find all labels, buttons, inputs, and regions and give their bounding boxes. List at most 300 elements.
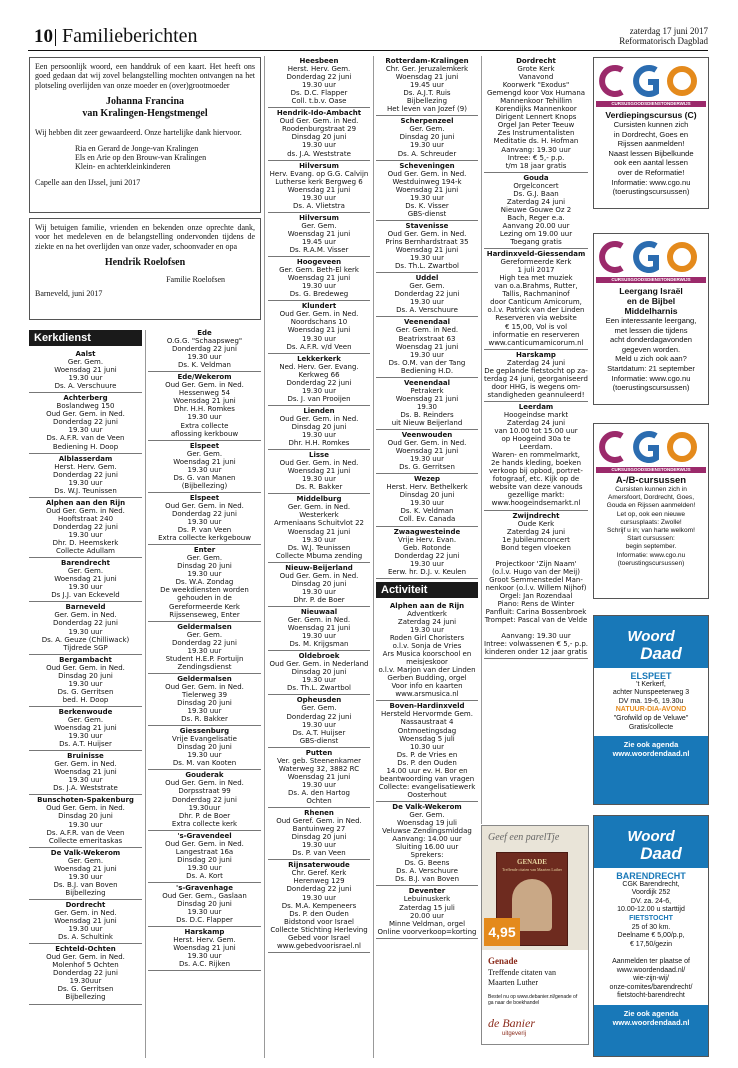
listing-line: Oud Ger. Gem., Gaslaan: [162, 892, 247, 901]
ad-line: Gouda en Rijssen aanmelden!: [606, 502, 696, 510]
listing-line: Ger. Gem. in Ned.: [287, 616, 351, 624]
listing-place: Leerdam: [518, 402, 554, 411]
listing-line: Oud Ger. Gem. in Ned.: [46, 410, 125, 419]
kerkdienst-section: [29, 330, 142, 1005]
listing-line: Langestraat 16a: [175, 847, 234, 856]
listing-line: Woensdag 21 juni: [173, 457, 236, 466]
ad-line: Amersfoort, Dordrecht, Goes,: [607, 494, 695, 502]
listing-line: Intree: € 5,- p.p.: [507, 153, 565, 162]
listing-entry: [29, 900, 142, 944]
listing-line: Sluiting 16.00 uur: [395, 843, 459, 852]
ad-line: www.woordendaad.nl: [612, 1017, 690, 1027]
listing-place: Rhenen: [304, 809, 334, 818]
listing-line: Ds. W.A. Zondag: [175, 578, 234, 587]
listing-line: Ger. Gem.: [67, 856, 104, 865]
listing-line: www.arsmusica.nl: [395, 690, 459, 699]
ad-line: Meld u zich ook aan?: [615, 354, 687, 364]
listing-entry: [268, 56, 370, 108]
listing-line: Vrije Herv. Evan.: [397, 535, 457, 544]
woord-daad-ad-elspeet[interactable]: [593, 615, 709, 805]
listing-line: Ds. J. van Prooijen: [287, 394, 351, 403]
listing-line: € 15,00, Vol is vol: [504, 322, 568, 331]
ad-line: achter Nunspeeterweg 3: [612, 689, 690, 697]
listing-entry: [376, 527, 478, 579]
listing-line: Herenweg 129: [293, 877, 345, 886]
obituary-name-line2: van Kralingen-Hengstmengel: [82, 108, 208, 120]
listing-line: Woensdag 21 juni: [54, 724, 117, 733]
listing-line: Herst. Herv. Gem.: [54, 462, 117, 471]
listing-line: kinderen onder 12 jaar gratis: [484, 648, 588, 657]
ad-footer-link[interactable]: [594, 736, 708, 762]
listing-place: Nieuwaal: [300, 607, 338, 616]
listing-line: 19.30 uur: [187, 908, 222, 917]
ad-line: Cursisten kunnen zich in: [615, 486, 687, 493]
listing-line: www.hoogeindsemarkt.nl: [491, 499, 581, 508]
listing-place: Ede: [197, 329, 212, 337]
listing-place: Hardinxveld-Giessendam: [486, 250, 586, 259]
listing-line: 19.30 uur: [301, 193, 336, 202]
listing-line: Woensdag 21 juni: [395, 73, 459, 82]
listing-place: Stavenisse: [405, 221, 449, 230]
listing-line: Dinsdag 20 juni: [177, 900, 232, 909]
listing-line: 19.30 uur: [68, 374, 103, 383]
ad-body: [594, 668, 708, 736]
listing-entry: [148, 674, 261, 726]
listing-place: Enter: [193, 546, 216, 555]
obituary-name-line1: Johanna Francina: [105, 96, 185, 108]
obituary-roelofsen: [29, 218, 261, 320]
listing-line: Tielerweg 39: [181, 690, 228, 699]
ad-line: DV. za. 24-6,: [630, 897, 672, 905]
listing-line: 19.30 uur: [68, 426, 103, 435]
listing-line: Woensdag 21 juni: [54, 864, 117, 873]
obituary-name: [35, 96, 255, 120]
listing-line: Donderdag 22 juni: [172, 345, 237, 354]
listing-line: Ds. Th.L. Zwartbol: [287, 684, 351, 693]
listing-line: Donderdag 22 juni: [53, 470, 118, 479]
ad-line: Schrijf u in; van harte welkom!: [607, 527, 695, 535]
listing-line: terdag 24 juni, georganiseerd: [484, 374, 588, 383]
ad-details-2: [596, 715, 706, 732]
ad-footer-link[interactable]: [594, 1005, 708, 1031]
listing-line: Collecte emeritaskas: [48, 836, 123, 845]
listing-line: Woensdag 21 juni: [395, 342, 459, 351]
listing-line: Dinsdag 20 juni: [291, 668, 347, 677]
listing-entry: [268, 161, 370, 213]
listing-place: Veenendaal: [403, 318, 451, 327]
obituary-family: Ria en Gerard de Jonge-van Kralingen Els en Arie op den Brouw-van Kralingen Klein- en achterkleinkinderen: [75, 143, 207, 172]
listing-entry: [148, 493, 261, 545]
listing-line: Petrakerk: [410, 386, 444, 395]
listing-line: Ds. P. van Veen: [177, 526, 232, 535]
listing-line: Donderdag 22 juni: [53, 418, 118, 427]
listing-line: Ds. D.C. Flapper: [290, 89, 348, 98]
listing-line: Ds. A. Vlietstra: [293, 201, 345, 210]
ad-line: met lessen die tijdens: [614, 325, 688, 335]
listing-line: Bantuinweg 27: [292, 825, 346, 834]
listing-line: Piano: Rens de Winter: [497, 600, 575, 609]
listing-place: Rotterdam-Kralingen: [385, 57, 469, 65]
listing-line: aflossing kerkbouw: [170, 429, 239, 438]
listing-place: Rijnsaterwoude: [288, 861, 350, 870]
listing-place: Oldebroek: [298, 652, 340, 661]
listing-line: Ned. Herv. Ger. Evang.: [279, 362, 359, 371]
listing-place: 's-Gravenhage: [176, 884, 233, 892]
listing-line: Donderdag 22 juni: [286, 73, 352, 82]
listing-line: Herv. Evang. op G.G. Calvijn: [269, 169, 369, 178]
activiteit-column-1: [376, 601, 478, 939]
listing-place: Klundert: [301, 302, 337, 311]
listing-line: 19.30 uur: [68, 530, 103, 539]
listing-line: door HHG, is wegens om-: [491, 382, 581, 391]
listing-line: Lezing om 19.00 uur: [499, 229, 573, 238]
listing-line: 19.30 uur: [301, 841, 336, 850]
listing-place: Achterberg: [63, 394, 108, 403]
listing-line: Woensdag 21 juni: [395, 246, 459, 255]
woord-daad-ad-barendrecht[interactable]: [593, 815, 709, 1057]
listing-line: Zaterdag 24 juni: [397, 617, 457, 626]
listing-line: Adventkerk: [407, 609, 447, 618]
logo-daad: Daad: [640, 844, 682, 863]
listing-place: Bruinisse: [67, 752, 104, 761]
listing-place: Echteld-Ochten: [55, 945, 116, 954]
listing-line: 19.30: [416, 402, 438, 411]
listing-line: Collecte Stichting Herleving: [270, 925, 368, 934]
listing-line: Ger. Gem.: [67, 358, 104, 367]
listing-line: Meditatie ds. H. Hofman: [493, 137, 579, 146]
listing-line: Ds. A.C. Rijken: [178, 960, 231, 969]
listing-line: Dinsdag 20 juni: [291, 133, 347, 142]
listing-entry: [484, 249, 588, 350]
listing-line: Ds. A. Schultink: [58, 933, 113, 942]
listing-line: Oud Ger. Gem. in Ned.: [46, 506, 125, 515]
listing-line: Woensdag 21 juni: [173, 944, 236, 953]
listing-line: Oud Ger. Gem. in Ned.: [387, 169, 467, 178]
listing-place: Zwaagwesteinde: [393, 527, 461, 536]
book-title: Genade: [488, 956, 518, 966]
ad-line: ook een aantal lessen: [614, 158, 688, 168]
listing-line: Extra collecte kerk: [171, 819, 238, 828]
listing-line: Ger. Gem.: [409, 810, 445, 819]
listing-line: Oud Ger. Gem. in Ned.: [279, 459, 359, 468]
listing-line: High tea met muziek: [499, 274, 573, 283]
obituary-intro: Wij betuigen familie, vrienden en bekenden onze oprechte dank, voor het medeleven en de belangstelling ondervonden tijdens de ziekte en na het overlijden van onze vader, schoonvader en opa: [35, 223, 255, 251]
listing-entry: [268, 808, 370, 860]
listing-line: Dinsdag 20 juni: [58, 671, 113, 680]
listing-line: Ds. B.J. van Boven: [394, 875, 460, 884]
listing-line: Ger. Gem.: [67, 567, 104, 576]
listing-line: Zaterdag 24 juni: [506, 419, 566, 428]
listing-line: Orgelconcert: [513, 181, 559, 190]
listing-line: Ds. M. van Kooten: [172, 759, 237, 768]
listing-place: Bunschoten-Spakenburg: [37, 796, 134, 805]
listing-entry: [29, 848, 142, 900]
obituary-place-date: Barneveld, juni 2017: [35, 288, 103, 298]
ad-highlight: FIETSTOCHT: [629, 914, 673, 922]
listing-entry: [376, 474, 478, 526]
listing-line: Ds. A.F.R. v/d Veen: [286, 342, 352, 351]
ad-line: Zie ook agenda: [623, 1008, 679, 1018]
listing-line: 19.30 uur: [409, 625, 444, 634]
listing-line: Woensdag 21 juni: [287, 624, 351, 633]
listing-place: Putten: [305, 748, 333, 757]
publisher-sub: uitgeverij: [502, 1031, 527, 1037]
ad-details-2: [596, 924, 706, 1001]
listing-entry: [268, 301, 370, 353]
listing-place: Lienden: [303, 406, 335, 415]
listing-line: Oud Ger. Gem. in Nederland: [269, 660, 369, 669]
price-badge: 4,95: [484, 918, 520, 946]
listing-line: Tallis, Rachmaninof: [502, 290, 570, 299]
listing-line: 19.30 uur: [187, 646, 222, 655]
listing-line: GBS-dienst: [407, 209, 447, 218]
obituary-thanks: Wij hebben dit zeer gewaardeerd. Onze hartelijke dank hiervoor.: [35, 128, 242, 138]
listing-entry: [376, 802, 478, 886]
listing-entry: [268, 450, 370, 494]
listing-line: van 10.00 tot 15.00 uur: [494, 427, 578, 436]
listing-line: Westerkerk: [299, 511, 339, 520]
listing-line: Student H.E.P. Fortuijn: [165, 654, 244, 663]
listing-place: Bergambacht: [59, 655, 112, 664]
cgo-ad-verdieping[interactable]: [593, 57, 709, 209]
listing-line: Ger. Gem. in Ned.: [54, 909, 117, 917]
book-cover-title: GENADE: [517, 858, 547, 866]
listing-line: Donderdag 22 juni: [53, 522, 118, 531]
cgo-logo: [596, 240, 706, 274]
listing-line: Mannenkoor Tehillim: [500, 97, 572, 106]
listing-line: Veluwse Zendingsmiddag: [382, 827, 472, 836]
listing-place: Barendrecht: [61, 559, 110, 568]
listing-entry: [148, 328, 261, 372]
listing-line: Korendijks Mannenkoor: [495, 105, 577, 114]
listing-line: Ger. Gem.: [301, 221, 337, 230]
listing-line: Ds. P. den Ouden: [289, 909, 349, 918]
listing-line: Oud Ger. Gem. in Ned.: [165, 682, 244, 691]
listing-line: Collecte: evangelisatiewerk: [378, 782, 476, 791]
listing-line: Ds. K. Veldman: [177, 361, 231, 370]
cgo-ad-israel[interactable]: [593, 233, 709, 405]
listing-line: Bach, Reger e.a.: [507, 213, 565, 222]
listing-line: Zaterdag 15 juli: [399, 903, 455, 912]
listing-line: Ds. A.J.T. Ruis: [403, 89, 451, 98]
listing-line: Donderdag 22 juni: [286, 712, 352, 721]
obituary-kralingen: [29, 57, 261, 213]
column-rule: [264, 56, 265, 1058]
ad-details: [596, 881, 706, 915]
listing-line: Woensdag 21 juni: [287, 772, 351, 781]
listing-line: Ds. K. Visser: [405, 201, 449, 210]
listing-entry: [376, 161, 478, 221]
listing-place: Zwijndrecht: [512, 511, 560, 520]
listing-place: De Valk-Wekerom: [50, 848, 121, 857]
listing-line: Ver. geb. Steenenkamer: [276, 756, 362, 765]
listing-line: Woensdag 21 juni: [287, 229, 351, 238]
listing-line: Donderdag 22 juni: [394, 290, 460, 299]
cgo-tagline: CURSUSGOODSDIENSTONDERWIJS: [596, 467, 706, 473]
listing-line: Aanvang 20.00 uur: [502, 221, 570, 230]
book-ad-genade[interactable]: [481, 825, 589, 1045]
listing-line: 19.30 uur: [187, 952, 222, 961]
cgo-logo: [596, 430, 706, 464]
listing-line: Dinsdag 20 juni: [177, 699, 232, 708]
ad-line: Voordijk 252: [631, 889, 671, 897]
listing-line: 19.30 uur: [187, 413, 222, 422]
section-heading-activiteit: Activiteit: [376, 582, 478, 598]
listing-place: Wezep: [413, 475, 441, 484]
listing-line: Gerben Budding, orgel: [387, 674, 467, 683]
ad-line: Informatie: www.cgo.nu: [616, 551, 686, 559]
listing-line: Dorpsstraat 99: [178, 787, 231, 796]
listing-line: Donderdag 22 juni: [286, 885, 352, 894]
listing-place: Harskamp: [516, 350, 556, 359]
ad-line: 25 of 30 km.: [631, 923, 671, 931]
listing-place: Barneveld: [65, 603, 106, 612]
listing-line: 19.30 uur: [68, 732, 103, 741]
listing-place: Scherpenzeel: [400, 117, 454, 126]
listing-line: Ds. A. Geuze (Chilliwack): [41, 635, 130, 644]
listing-entry: [29, 349, 142, 393]
listing-line: Ds. A. Schreuder: [397, 149, 457, 158]
ad-highlight: NATUUR-DIA-AVOND: [615, 706, 687, 714]
listing-line: Woensdag 21 juni: [287, 326, 351, 335]
listing-line: Online voorverkoop=korting: [377, 927, 477, 936]
listing-line: Westduinweg 194-k: [392, 177, 462, 186]
publisher-logo: de Banier: [488, 1016, 535, 1030]
listing-line: Woensdag 21 juni: [395, 394, 459, 403]
listing-place: Alphen aan den Rijn: [45, 498, 126, 507]
ad-line: CGK Barendrecht,: [622, 880, 680, 888]
listing-entry: [148, 726, 261, 770]
listing-line: Oud Ger. Gem. in Ned.: [165, 501, 244, 510]
listing-entry: [376, 430, 478, 474]
listing-line: Oud Ger. Gem. in Ned.: [387, 439, 467, 448]
listing-line: 19.30 uur: [68, 776, 103, 785]
kerkdienst-column-1: [29, 349, 142, 1005]
ad-line: Informatie: www.cgo.nu: [611, 177, 691, 187]
listing-line: Donderdag 22 juni: [53, 619, 118, 628]
listing-line: Tijdrede SGP: [63, 643, 108, 652]
listing-line: Ds. G. Gerritsen: [399, 463, 455, 472]
ad-line: (toerustingscursussen): [612, 187, 690, 197]
listing-line: Het leven van Jozef (9): [387, 105, 467, 114]
listing-line: Oosterhout: [407, 790, 447, 799]
ad-title: [594, 286, 708, 316]
listing-line: op Hoogeind 30a te Leerdam.: [501, 435, 571, 452]
page-number: 10: [34, 26, 53, 47]
listing-line: (o.l.v. Hugo van der Meij): [492, 567, 580, 576]
listing-entry: [376, 317, 478, 377]
listing-place: Scheveningen: [399, 161, 455, 170]
listing-line: Trompet: Pascal van de Velde: [484, 616, 588, 625]
listing-line: Herst. Herv. Gem.: [287, 65, 351, 74]
listing-line: Coll. Ev. Canada: [398, 515, 456, 524]
ad-line: fietstocht-barendrecht: [617, 992, 685, 1000]
listing-line: Dinsdag 20 juni: [399, 133, 455, 142]
ad-line: Startdatum: 21 september: [607, 363, 695, 373]
listing-entry: [268, 695, 370, 747]
listing-line: Coll. t.b.v. Oase: [291, 97, 347, 106]
listing-line: Ds. A. Kort: [186, 871, 223, 880]
listing-line: o.l.v. Sonja de Vries: [392, 642, 462, 651]
listing-line: 19.30 uur: [68, 627, 103, 636]
listing-line: 19.30 uur: [301, 334, 336, 343]
listing-line: 1 juli 2017: [517, 266, 555, 275]
listing-line: Donderdag 22 juni: [394, 551, 460, 560]
listing-line: Dinsdag 20 juni: [177, 743, 232, 752]
listing-entry: [484, 56, 588, 173]
listing-line: o.l.v. Marjon van der Linden: [378, 666, 476, 675]
listing-line: Dhr. P. de Boer: [178, 811, 231, 820]
listing-entry: [268, 406, 370, 450]
ad-line: Gratis/collecte: [628, 723, 674, 731]
listing-line: 19.30 uur: [301, 676, 336, 685]
listing-place: Opheusden: [296, 696, 342, 705]
listing-line: Woensdag 21 juni: [395, 447, 459, 456]
listing-line: Zaterdag 24 juni: [506, 527, 566, 536]
listing-line: 19.30 uur: [301, 431, 336, 440]
listing-line: Minne Veldman, orgel: [388, 919, 466, 928]
logo-woord: Woord: [627, 628, 675, 645]
listing-line: Waren- en rommelmarkt,: [492, 451, 580, 460]
listing-line: Ds. J.A. Weststrate: [53, 784, 118, 793]
book-cover-subtitle: Treffende citaten van Maarten Luther: [502, 867, 562, 872]
listing-line: Lutherse kerk Bergweg 6: [275, 177, 363, 186]
ad-line: onze-comites/barendrecht/: [609, 983, 693, 991]
obituary-intro: Een persoonlijk woord, een handdruk of een kaart. Het heeft ons goed gedaan dat wij zovel belangstelling mochten ontvangen na het plotseling overlijden van onze moeder en (over)grootmoeder: [35, 62, 255, 90]
listing-place: Dordrecht: [516, 57, 556, 65]
listing-line: Bijbellezing: [65, 888, 106, 897]
listing-line: Gemengd koor Vox Humana: [486, 89, 586, 98]
listing-line: Vanavond: [518, 73, 554, 82]
listing-line: 19.30 uur: [68, 820, 103, 829]
listing-line: Hersteld Hervormde Gem.: [381, 710, 473, 719]
listing-entry: [148, 770, 261, 830]
listing-line: 19.30 uur: [301, 720, 336, 729]
listing-place: Boven-Hardinxveld: [389, 702, 465, 711]
listing-line: Woensdag 21 juni: [54, 917, 117, 926]
listing-place: Harskamp: [184, 928, 225, 937]
listing-line: Dinsdag 20 juni: [177, 562, 232, 571]
cgo-ad-ab-cursussen[interactable]: [593, 423, 709, 599]
listing-line: Ds. Th.L. Zwartbol: [395, 262, 459, 271]
listing-line: Oud Ger. Gem. in Ned.: [46, 804, 125, 813]
listing-entry: [29, 751, 142, 795]
listing-line: 19.30 uur: [409, 499, 444, 508]
listing-line: 1e Jubileumconcert: [502, 535, 570, 544]
woord-daad-logo: [594, 616, 708, 668]
woord-daad-logo: [594, 816, 708, 868]
column-rule: [373, 56, 374, 1058]
listing-line: Herst. Herv. Bethelkerk: [386, 483, 468, 492]
listing-line: Dhr. H.H. Romkes: [288, 439, 350, 448]
listing-entry: [29, 498, 142, 558]
listing-line: 19.30 uur: [68, 583, 103, 592]
listing-place: Ede/Wekerom: [177, 373, 232, 382]
listing-line: Ger. Gem. Beth-El kerk: [279, 266, 359, 275]
ad-line: Deelname € 5,00/p.p,: [617, 932, 685, 940]
listing-line: Vrije Evangelisatie: [172, 735, 237, 744]
listing-line: Grote Kerk: [517, 65, 555, 74]
listing-entry: [268, 354, 370, 406]
listing-line: 10.30 uur: [409, 742, 444, 751]
listing-line: Ger. Gem. in Ned.: [395, 326, 459, 335]
listing-line: Ds. G. Bredeweg: [289, 290, 349, 299]
listing-place: Hilversum: [299, 161, 339, 170]
listing-place: Alphen aan de Rijn: [389, 601, 465, 610]
listing-line: Woensdag 21 juni: [395, 185, 459, 194]
listing-line: Ger. Gem.: [186, 554, 223, 563]
listing-line: Orgel Jan Peter Teeuw: [497, 121, 575, 130]
